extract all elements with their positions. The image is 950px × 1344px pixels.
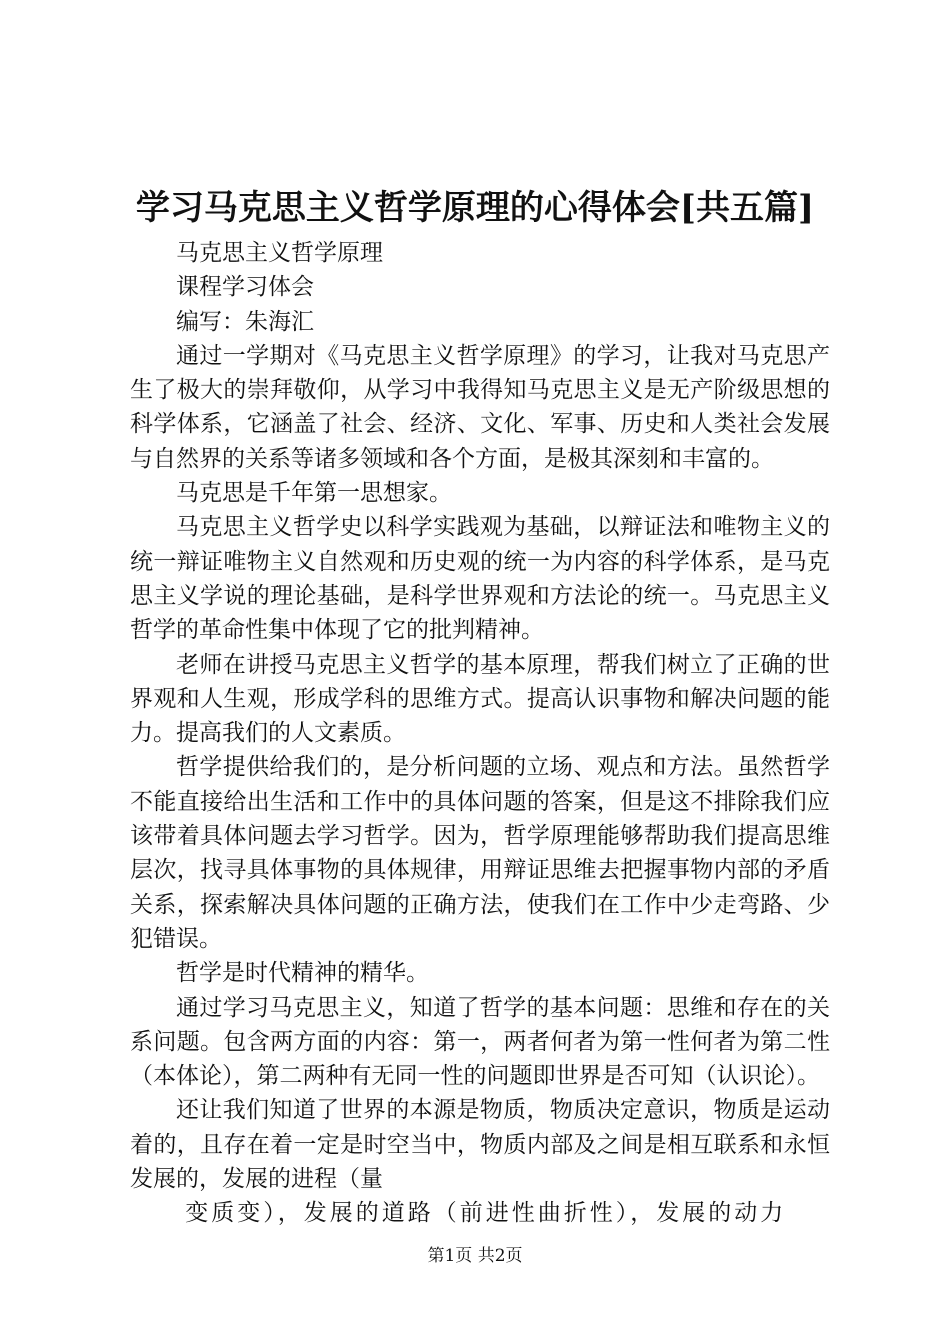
- page-number-footer: 第1页 共2页: [427, 1246, 523, 1266]
- paragraph: 还让我们知道了世界的本源是物质，物质决定意识，物质是运动着的，且存在着一定是时空当中，物质内部及之间是相互联系和永恒发展的，发展的进程（量: [130, 1097, 830, 1193]
- document-body: [130, 236, 830, 1231]
- paragraph: 马克思是千年第一思想家。: [176, 480, 452, 507]
- paragraph-continued: 变质变），发展的道路（前进性曲折性），发展的动力: [185, 1200, 787, 1227]
- document-title: 学习马克思主义哲学原理的心得体会[共五篇]: [135, 188, 815, 228]
- paragraph: 马克思主义哲学史以科学实践观为基础，以辩证法和唯物主义的统一辩证唯物主义自然观和历史观的统一为内容的科学体系，是马克思主义学说的理论基础，是科学世界观和方法论的统一。马克思主义哲学的革命性集中体现了它的批判精神。: [130, 514, 830, 644]
- paragraph: 通过学习马克思主义，知道了哲学的基本问题：思维和存在的关系问题。包含两方面的内容：第一，两者何者为第一性何者为第二性（本体论），第二两种有无同一性的问题即世界是否可知（认识论）。: [130, 994, 830, 1090]
- course-name-line: 马克思主义哲学原理: [176, 240, 383, 266]
- paragraph: 老师在讲授马克思主义哲学的基本原理，帮我们树立了正确的世界观和人生观，形成学科的思维方式。提高认识事物和解决问题的能力。提高我们的人文素质。: [130, 651, 830, 747]
- subtitle-line: 课程学习体会: [176, 274, 314, 301]
- paragraph: 通过一学期对《马克思主义哲学原理》的学习，让我对马克思产生了极大的崇拜敬仰，从学习中我得知马克思主义是无产阶级思想的科学体系，它涵盖了社会、经济、文化、军事、历史和人类社会发展与自然界的关系等诸多领域和各个方面，是极其深刻和丰富的。: [130, 342, 830, 472]
- author-line: 编写：朱海汇: [176, 308, 314, 335]
- paragraph: 哲学提供给我们的，是分析问题的立场、观点和方法。虽然哲学不能直接给出生活和工作中的具体问题的答案，但是这不排除我们应该带着具体问题去学习哲学。因为，哲学原理能够帮助我们提高思维层次，找寻具体事物的具体规律，用辩证思维去把握事物内部的矛盾关系，探索解决具体问题的正确方法，使我们在工作中少走弯路、少犯错误。: [130, 754, 830, 952]
- paragraph: 哲学是时代精神的精华。: [176, 960, 429, 987]
